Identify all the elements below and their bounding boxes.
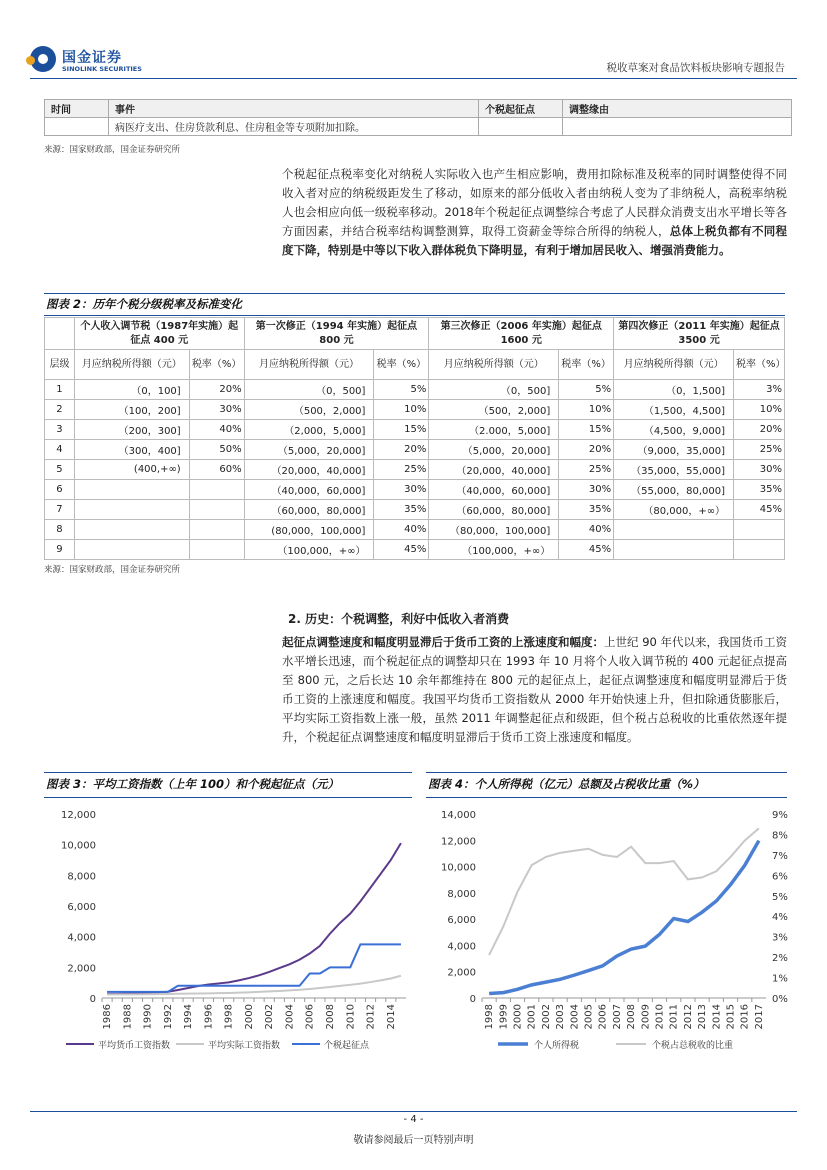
x-tick-label: 2005	[583, 1004, 595, 1030]
legend-label: 个税起征点	[324, 1041, 370, 1051]
rate-cell: 40%	[374, 520, 429, 540]
table-row	[45, 400, 785, 420]
figure-divider	[44, 293, 785, 294]
x-tick-label: 1996	[203, 1004, 215, 1030]
x-tick-label: 1992	[162, 1004, 174, 1030]
rate-cell: 40%	[559, 520, 614, 540]
rate-cell: 20%	[374, 440, 429, 460]
source-note: 来源：国家财政部，国金证券研究所	[44, 565, 181, 575]
rate-cell	[734, 520, 785, 540]
y-tick-label: 12,000	[441, 836, 476, 848]
x-tick-label: 2003	[555, 1004, 567, 1030]
source-note: 来源：国家财政部，国金证券研究所	[44, 145, 181, 155]
rate-header: 税率（%）	[189, 350, 244, 380]
x-tick-label: 2015	[725, 1004, 737, 1030]
table-cell	[479, 118, 563, 136]
y-tick-label: 14,000	[441, 810, 476, 821]
table-cell	[563, 118, 792, 136]
rate-cell: 20%	[559, 440, 614, 460]
income-range-cell: （9,000，35,000]	[614, 440, 734, 460]
x-tick-label: 2002	[540, 1004, 552, 1030]
figure-divider	[44, 797, 412, 798]
rate-cell	[189, 540, 244, 560]
paragraph-highlight: 总体上税负都有不同程度下降，特别是中等以下收入群体税负下降明显，有利于增加居民收入、增强消费能力。	[282, 224, 787, 257]
rate-cell: 35%	[559, 500, 614, 520]
legend-label: 个税占总税收的比重	[652, 1041, 734, 1051]
x-tick-label: 2012	[365, 1004, 377, 1030]
rate-cell: 30%	[189, 400, 244, 420]
income-header: 月应纳税所得额（元）	[614, 350, 734, 380]
income-range-cell: （0，100]	[74, 380, 189, 400]
rate-cell: 15%	[559, 420, 614, 440]
y2-tick-label: 2%	[772, 953, 788, 965]
level-cell: 1	[45, 380, 75, 400]
rate-cell: 45%	[374, 540, 429, 560]
income-tax-chart	[426, 800, 788, 1062]
x-tick-label: 2006	[304, 1004, 316, 1030]
rate-cell: 20%	[734, 420, 785, 440]
x-tick-label: 2011	[668, 1004, 680, 1030]
footer-divider	[30, 1111, 797, 1112]
table-header-row	[45, 100, 792, 118]
y-tick-label: 10,000	[441, 862, 476, 874]
x-tick-label: 2000	[243, 1004, 255, 1030]
wage-index-chart	[44, 800, 414, 1062]
rate-cell: 5%	[374, 380, 429, 400]
x-tick-label: 1998	[484, 1004, 496, 1030]
rate-cell: 30%	[734, 460, 785, 480]
income-header: 月应纳税所得额（元）	[74, 350, 189, 380]
figure-divider	[426, 797, 787, 798]
figure-divider	[426, 772, 787, 773]
x-tick-label: 2001	[526, 1004, 538, 1030]
y-tick-label: 12,000	[61, 810, 96, 821]
table-cell: 病医疗支出、住房贷款利息、住房租金等专项附加扣除。	[109, 118, 479, 136]
report-title: 税收草案对食品饮料板块影响专题报告	[606, 62, 785, 74]
rate-cell: 60%	[189, 460, 244, 480]
rate-cell	[189, 500, 244, 520]
income-range-cell	[614, 520, 734, 540]
header-divider	[30, 78, 797, 79]
income-range-cell	[74, 540, 189, 560]
legend-label: 平均货币工资指数	[98, 1041, 171, 1051]
rate-cell: 3%	[734, 380, 785, 400]
body-paragraph	[282, 633, 787, 747]
x-tick-label: 1990	[142, 1004, 154, 1030]
income-range-cell: （20,000，40,000]	[429, 460, 559, 480]
header-cell: 时间	[45, 100, 109, 118]
rate-cell: 35%	[734, 480, 785, 500]
figure-divider	[44, 772, 412, 773]
x-tick-label: 2014	[385, 1004, 397, 1030]
period-header: 个人收入调节税（1987年实施）起征点 400 元	[74, 318, 244, 350]
x-tick-label: 1999	[498, 1004, 510, 1030]
income-range-cell: （40,000，60,000]	[429, 480, 559, 500]
income-range-cell: （80,000，100,000]	[429, 520, 559, 540]
series-line-1	[489, 841, 759, 994]
y-tick-label: 2,000	[67, 963, 96, 975]
income-range-cell: （0，500]	[244, 380, 374, 400]
rate-cell: 10%	[734, 400, 785, 420]
table-row	[45, 540, 785, 560]
rate-cell: 20%	[189, 380, 244, 400]
level-header: 层级	[45, 350, 75, 380]
y2-tick-label: 7%	[772, 850, 788, 862]
x-tick-label: 2016	[739, 1004, 751, 1030]
y2-tick-label: 6%	[772, 871, 788, 883]
rate-header: 税率（%）	[734, 350, 785, 380]
x-tick-label: 2004	[284, 1004, 296, 1030]
income-range-cell: （5,000，20,000]	[429, 440, 559, 460]
income-range-cell: (80,000，100,000]	[244, 520, 374, 540]
y-tick-label: 4,000	[447, 941, 476, 953]
income-range-cell: （80,000，+∞）	[614, 500, 734, 520]
header-cell: 个税起征点	[479, 100, 563, 118]
level-cell: 6	[45, 480, 75, 500]
income-header: 月应纳税所得额（元）	[244, 350, 374, 380]
income-header: 月应纳税所得额（元）	[429, 350, 559, 380]
y-tick-label: 0	[89, 994, 96, 1005]
logo-accent-icon	[26, 56, 35, 65]
figure-divider	[44, 315, 785, 316]
x-tick-label: 2017	[753, 1004, 765, 1030]
income-range-cell: （5,000，20,000]	[244, 440, 374, 460]
rate-cell: 30%	[559, 480, 614, 500]
rate-cell: 50%	[189, 440, 244, 460]
x-tick-label: 2012	[682, 1004, 694, 1030]
income-range-cell: （20,000，40,000]	[244, 460, 374, 480]
income-range-cell: （1,500，4,500]	[614, 400, 734, 420]
rate-cell	[189, 480, 244, 500]
paragraph-text: 上世纪 90 年代以来，我国货币工资水平增长迅速，而个税起征点的调整却只在 1993 年 10 月将个人收入调节税的 400 元起征点提高至 800 元，之后长达 10 余年都维持在 800 元的起征点上，起征点调整速度和幅度明显滞后于货币工资的上涨速度和幅度。我国平均货币工资指数从 2000 年开始快速上升，但扣除通货膨胀后，平均实际工资指数上涨一般，虽然 2011 年调整起征点和级距，但个税占总税收的比重依然逐年提升，个税起征点调整速度和幅度明显滞后于货币工资上涨速度和幅度。	[282, 635, 787, 744]
table-row	[45, 460, 785, 480]
level-cell: 8	[45, 520, 75, 540]
y2-tick-label: 1%	[772, 973, 788, 985]
header-cell: 事件	[109, 100, 479, 118]
y2-tick-label: 3%	[772, 932, 788, 944]
level-cell: 2	[45, 400, 75, 420]
income-range-cell: （0，1,500]	[614, 380, 734, 400]
income-range-cell: （60,000，80,000]	[244, 500, 374, 520]
income-range-cell	[74, 500, 189, 520]
level-cell: 7	[45, 500, 75, 520]
rate-cell: 10%	[374, 400, 429, 420]
table-header-row	[45, 318, 785, 350]
x-tick-label: 1988	[122, 1004, 134, 1030]
rate-cell: 25%	[559, 460, 614, 480]
income-range-cell	[74, 520, 189, 540]
section-title: 2. 历史：个税调整，利好中低收入者消费	[288, 612, 510, 626]
body-paragraph	[282, 165, 787, 260]
income-range-cell: （2,000，5,000]	[244, 420, 374, 440]
x-tick-label: 2008	[626, 1004, 638, 1030]
header-cell: 调整缘由	[563, 100, 792, 118]
income-range-cell: （4,500，9,000]	[614, 420, 734, 440]
x-tick-label: 2006	[597, 1004, 609, 1030]
table-row	[45, 480, 785, 500]
paragraph-highlight: 起征点调整速度和幅度明显滞后于货币工资的上涨速度和幅度：	[282, 635, 605, 649]
x-tick-label: 2008	[325, 1004, 336, 1030]
y-tick-label: 6,000	[67, 902, 96, 913]
x-tick-label: 1986	[102, 1004, 114, 1030]
period-header: 第一次修正（1994 年实施）起征点 800 元	[244, 318, 429, 350]
level-cell: 4	[45, 440, 75, 460]
income-range-cell: （500，2,000]	[429, 400, 559, 420]
income-range-cell: （200，300]	[74, 420, 189, 440]
y2-tick-label: 9%	[772, 810, 788, 821]
x-tick-label: 2009	[640, 1004, 652, 1030]
rate-cell: 35%	[374, 500, 429, 520]
rate-cell	[189, 520, 244, 540]
x-tick-label: 2013	[697, 1004, 709, 1030]
paragraph-text: 个税起征点税率变化对纳税人实际收入也产生相应影响，费用扣除标准及税率的同时调整使得不同收入者对应的纳税级距发生了移动，如原来的部分低收入者由纳税人变为了非纳税人，高税率纳税人也会相应向低一级税率移动。2018年个税起征点调整综合考虑了人民群众消费支出水平增长等各方面因素，并结合税率结构调整测算，取得工资薪金等综合所得的纳税人，	[282, 167, 787, 238]
period-header: 第三次修正（2006 年实施）起征点 1600 元	[429, 318, 614, 350]
legend-label: 个人所得税	[534, 1041, 580, 1051]
rate-cell: 25%	[734, 440, 785, 460]
x-tick-label: 2004	[569, 1004, 581, 1030]
rate-cell: 15%	[374, 420, 429, 440]
level-cell: 3	[45, 420, 75, 440]
level-cell: 5	[45, 460, 75, 480]
rate-header: 税率（%）	[559, 350, 614, 380]
series-line-2	[489, 828, 759, 955]
legend-label: 平均实际工资指数	[208, 1041, 281, 1051]
rate-cell: 5%	[559, 380, 614, 400]
income-range-cell: （100,000，+∞）	[244, 540, 374, 560]
income-range-cell: （55,000，80,000]	[614, 480, 734, 500]
y-tick-label: 8,000	[447, 888, 476, 900]
x-tick-label: 2007	[611, 1004, 623, 1030]
table-row	[45, 420, 785, 440]
y2-tick-label: 8%	[772, 830, 788, 842]
table-row	[45, 440, 785, 460]
table-row	[45, 118, 792, 136]
figure-title: 图表 3：平均工资指数（上年 100）和个税起征点（元）	[46, 777, 340, 791]
level-cell: 9	[45, 540, 75, 560]
x-tick-label: 2010	[345, 1004, 357, 1030]
income-range-cell	[74, 480, 189, 500]
table-body	[45, 380, 785, 560]
rate-cell: 10%	[559, 400, 614, 420]
rate-cell: 45%	[734, 500, 785, 520]
table-row	[45, 380, 785, 400]
events-table	[44, 99, 792, 136]
company-name: 国金证券	[62, 50, 122, 66]
income-range-cell: (400,+∞)	[74, 460, 189, 480]
x-tick-label: 1998	[223, 1004, 235, 1030]
x-tick-label: 2010	[654, 1004, 666, 1030]
y2-tick-label: 0%	[772, 994, 788, 1005]
y-tick-label: 6,000	[447, 915, 476, 927]
y-tick-label: 8,000	[67, 871, 96, 883]
y2-tick-label: 4%	[772, 912, 788, 924]
y2-tick-label: 5%	[772, 891, 788, 903]
rate-cell: 45%	[559, 540, 614, 560]
y-tick-label: 2,000	[447, 967, 476, 979]
table-subheader-row	[45, 350, 785, 380]
rate-header: 税率（%）	[374, 350, 429, 380]
series-line-1	[107, 843, 401, 994]
company-name-en: SINOLINK SECURITIES	[62, 65, 142, 73]
income-range-cell: （60,000，80,000]	[429, 500, 559, 520]
income-range-cell: （100,000，+∞）	[429, 540, 559, 560]
rate-cell: 30%	[374, 480, 429, 500]
x-tick-label: 2000	[512, 1004, 524, 1030]
income-range-cell	[614, 540, 734, 560]
figure-title: 图表 4：个人所得税（亿元）总额及占税收比重（%）	[428, 777, 705, 791]
income-range-cell: （500，2,000]	[244, 400, 374, 420]
y-tick-label: 10,000	[61, 840, 96, 852]
table-cell	[45, 118, 109, 136]
income-range-cell: （300，400]	[74, 440, 189, 460]
figure-title: 图表 2：历年个税分级税率及标准变化	[46, 297, 243, 311]
income-range-cell: （0，500]	[429, 380, 559, 400]
y-tick-label: 0	[469, 994, 476, 1005]
income-range-cell: （35,000，55,000]	[614, 460, 734, 480]
y-tick-label: 4,000	[67, 932, 96, 944]
income-range-cell: （40,000，60,000]	[244, 480, 374, 500]
table-row	[45, 500, 785, 520]
page-number: - 4 -	[403, 1114, 424, 1125]
x-tick-label: 1994	[183, 1004, 195, 1030]
rate-cell	[734, 540, 785, 560]
table-row	[45, 520, 785, 540]
x-tick-label: 2002	[264, 1004, 276, 1030]
rate-cell: 25%	[374, 460, 429, 480]
period-header: 第四次修正（2011 年实施）起征点 3500 元	[614, 318, 785, 350]
income-range-cell: （100，200]	[74, 400, 189, 420]
rate-cell: 40%	[189, 420, 244, 440]
disclaimer: 敬请参阅最后一页特别声明	[353, 1135, 474, 1146]
tax-rate-table	[44, 317, 785, 560]
income-range-cell: （2.000，5,000]	[429, 420, 559, 440]
x-tick-label: 2014	[711, 1004, 723, 1030]
